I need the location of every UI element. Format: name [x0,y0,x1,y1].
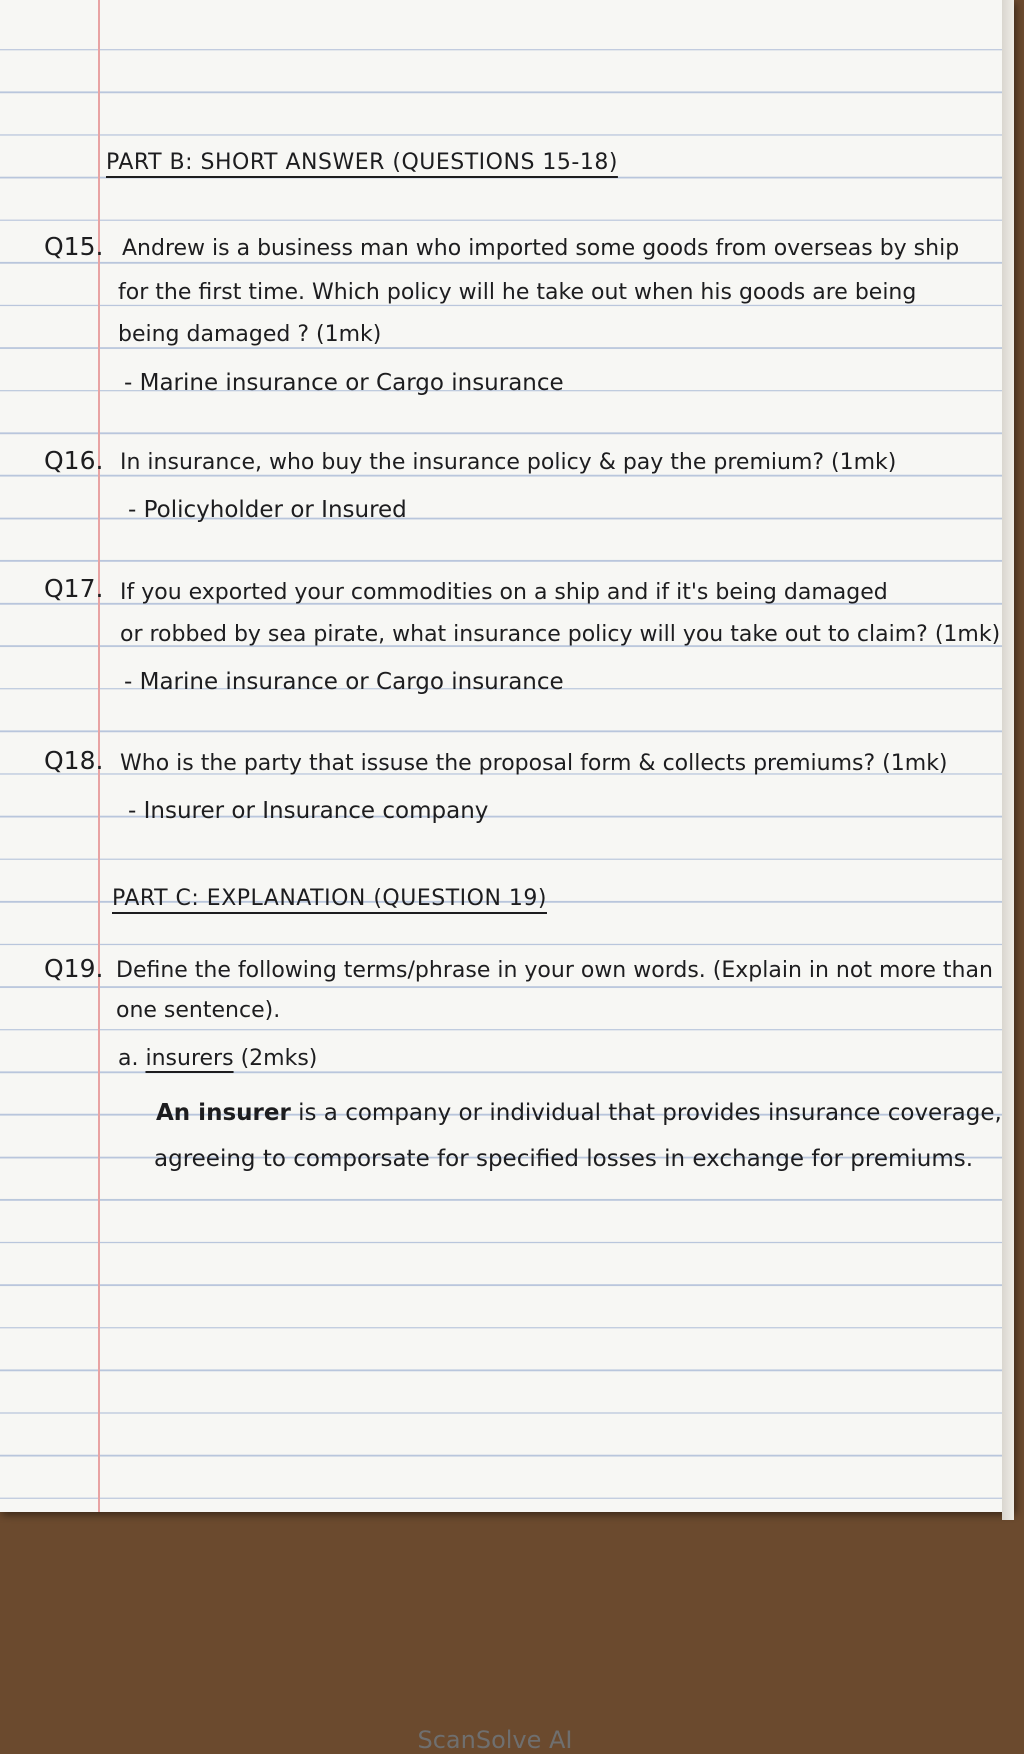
q19-answer-line-1 [156,1100,1002,1126]
q19-sub-a-term: insurers [145,1046,234,1071]
q18-number: Q18. [44,746,104,775]
q15-answer: - Marine insurance or Cargo insurance [124,370,564,396]
q17-number: Q17. [44,574,104,603]
q19-number: Q19. [44,954,104,983]
q19-line-2: one sentence). [116,998,281,1023]
q19-answer-line-1-rest: is a company or individual that provides insurance coverage, [298,1100,1002,1126]
q19-sub-a-marks: (2mks) [240,1046,318,1071]
scansolve-watermark: ScanSolve AI [417,1726,573,1754]
part-c-heading: PART C: EXPLANATION (QUESTION 19) [112,886,547,911]
q18-answer: - Insurer or Insurance company [128,798,489,824]
q19-answer-term: An insurer [156,1100,291,1126]
q19-sub-a [118,1046,317,1071]
q15-number: Q15. [44,232,104,261]
q17-line-1: If you exported your commodities on a ship and if it's being damaged [120,580,888,605]
q16-line-1: In insurance, who buy the insurance policy & pay the premium? (1mk) [120,450,897,475]
q15-line-1: Andrew is a business man who imported some goods from overseas by ship [122,236,960,261]
page-edge [1002,0,1014,1520]
q19-line-1: Define the following terms/phrase in your own words. (Explain in not more than [116,958,993,983]
q16-answer: - Policyholder or Insured [128,497,407,523]
q17-answer: - Marine insurance or Cargo insurance [124,669,564,695]
q19-sub-a-label: a. [118,1046,139,1071]
q15-line-2: for the first time. Which policy will he take out when his goods are being [118,280,917,305]
part-b-heading: PART B: SHORT ANSWER (QUESTIONS 15-18) [106,150,618,175]
q17-line-2: or robbed by sea pirate, what insurance policy will you take out to claim? (1mk) [120,622,1001,647]
q15-line-3: being damaged ? (1mk) [118,322,382,347]
q18-line-1: Who is the party that issuse the proposal form & collects premiums? (1mk) [120,751,948,776]
q16-number: Q16. [44,446,104,475]
q19-answer-line-2: agreeing to comporsate for specified losses in exchange for premiums. [154,1146,974,1172]
